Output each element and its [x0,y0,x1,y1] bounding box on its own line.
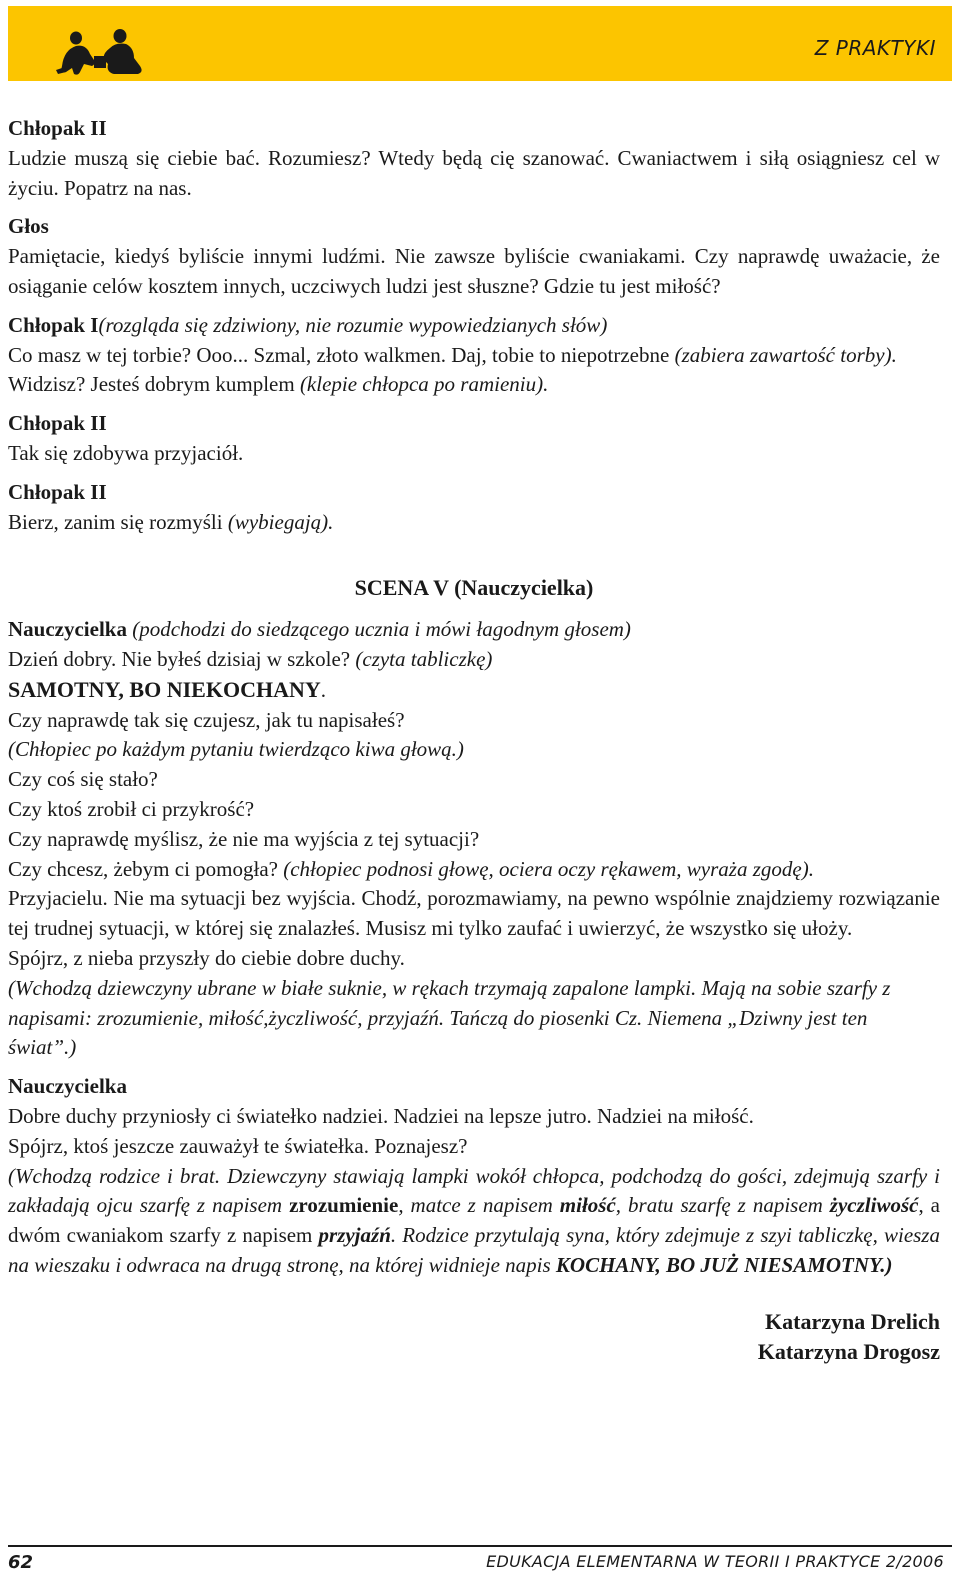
speaker-label: Chłopak II [8,116,107,140]
dialogue-text: Co masz w tej torbie? Ooo... Szmal, złoto walkmen. Daj, tobie to niepotrzebne [8,342,675,367]
sash-word: zrozumienie [289,1193,399,1218]
dialogue-text: Ludzie muszą się ciebie bać. Rozumiesz? Wtedy będą cię szanować. Cwaniactwem i siłą osiągniesz cel w życiu. Popatrz na nas. [8,145,940,200]
stage-direction: (Chłopiec po każdym pytaniu twierdząco kiwa głową.) [8,737,464,762]
dialogue-text: Czy chcesz, żebym ci pomogła? [8,856,284,881]
speaker-label: Chłopak I [8,312,99,337]
dialogue-text: Czy naprawdę myślisz, że nie ma wyjścia z tej sytuacji? [8,826,480,851]
stage-direction-text: (Wchodzą rodzice i brat. Dziewczyny stawiają lampki wokół chłopca, podchodzą do gości, zdejmują szarfy i zakładają ojcu szarfę z napisem [8,1163,940,1218]
dialogue-line [8,508,940,538]
dialogue-line [8,370,940,400]
stage-direction: (zabiera zawartość torby). [674,342,897,367]
dialogue-text: Czy ktoś zrobił ci przykrość? [8,796,255,821]
header-band [8,6,952,81]
dialogue-line [8,615,940,645]
section-title: Z PRAKTYKI [814,36,936,60]
dialogue-line [8,311,940,341]
stage-direction [8,1162,940,1281]
dialogue-text: Dobre duchy przyniosły ci światełko nadziei. Nadziei na lepsze jutro. Nadziei na miłość. [8,1103,754,1128]
speaker-label: Chłopak II [8,479,107,504]
dialogue-text: Tak się zdobywa przyjaciół. [8,440,244,465]
stage-direction: (klepie chłopca po ramieniu). [299,372,549,397]
speaker-label: Nauczycielka [8,1074,127,1099]
dialogue-line [8,341,940,371]
scene-title: SCENA V (Nauczycielka) [354,575,594,601]
dialogue-text: Spójrz, ktoś jeszcze zauważył te światełka. Poznajesz? [8,1133,468,1158]
dialogue-text: Widzisz? Jesteś dobrym kumplem [8,372,300,397]
dialogue-text: Spójrz, z nieba przyszły do ciebie dobre duchy. [8,945,405,970]
script-text [8,114,940,1367]
stage-direction-text: , bratu szarfę z napisem [615,1193,830,1218]
children-silhouette-icon [54,26,146,78]
sign-text: KOCHANY, BO JUŻ NIESAMOTNY.) [555,1252,893,1277]
stage-direction-text: , matce z napisem [398,1193,560,1218]
author-name: Katarzyna Drogosz [757,1338,940,1364]
author-name: Katarzyna Drelich [765,1308,940,1334]
dialogue-line [8,855,940,885]
journal-title: EDUKACJA ELEMENTARNA W TEORII I PRAKTYCE 2/2006 [486,1552,944,1571]
speaker-label: Nauczycielka [8,617,127,642]
authors [8,1307,940,1367]
page-number: 62 [8,1552,34,1573]
sign-text: SAMOTNY, BO NIEKOCHANY [8,676,321,702]
stage-direction-text: , a dwóm cwaniakom szarfy z napisem [8,1193,941,1248]
dialogue-text: . [320,677,326,702]
stage-direction: (czyta tabliczkę) [355,646,493,671]
stage-direction: (podchodzi do siedzącego ucznia i mówi łagodnym głosem) [126,617,631,642]
stage-direction: (chłopiec podnosi głowę, ociera oczy rękawem, wyraża zgodę). [283,856,814,881]
stage-direction: (wybiegają). [227,509,334,534]
sash-word: miłość [559,1193,616,1218]
speaker-label: Głos [8,214,49,239]
speaker-label: Chłopak II [8,411,107,436]
dialogue-text: Bierz, zanim się rozmyśli [8,509,228,534]
sash-word: życzliwość [829,1193,919,1218]
sash-word: przyjaźń [318,1223,391,1248]
stage-direction: (rozgląda się zdziwiony, nie rozumie wypowiedzianych słów) [98,312,608,337]
dialogue-line [8,675,940,706]
stage-direction-text: . Rodzice przytulają syna, który zdejmuje z szyi tabliczkę, wiesza na wieszaku i odwraca na drugą stronę, na której widnieje napis [8,1223,940,1277]
dialogue-text: Przyjacielu. Nie ma sytuacji bez wyjścia. Chodź, porozmawiamy, na pewno wspólnie znajdziemy rozwiązanie tej trudnej sytuacji, w której się znalazłeś. Musisz mi tylko zaufać i uwierzyć, że wszystko się ułoży. [8,886,940,941]
dialogue-text: Czy naprawdę tak się czujesz, jak tu napisałeś? [8,707,405,732]
footer-rule [8,1545,952,1547]
dialogue-text: Dzień dobry. Nie byłeś dzisiaj w szkole? [8,646,356,671]
dialogue-text: Czy coś się stało? [8,767,158,792]
dialogue-line [8,645,940,675]
dialogue-text: Pamiętacie, kiedyś byliście innymi ludźmi. Nie zawsze byliście cwaniakami. Czy naprawdę uważacie, że osiąganie celów kosztem innych, uczciwych ludzi jest słuszne? Gdzie tu jest miłość? [8,244,940,298]
stage-direction: (Wchodzą dziewczyny ubrane w białe suknie, w rękach trzymają zapalone lampki. Mają na sobie szarfy z napisami: zrozumienie, miłość,życzliwość, przyjaźń. Tańczą do piosenki Cz. Niemena „Dziwny jest ten świat”.) [8,975,891,1060]
